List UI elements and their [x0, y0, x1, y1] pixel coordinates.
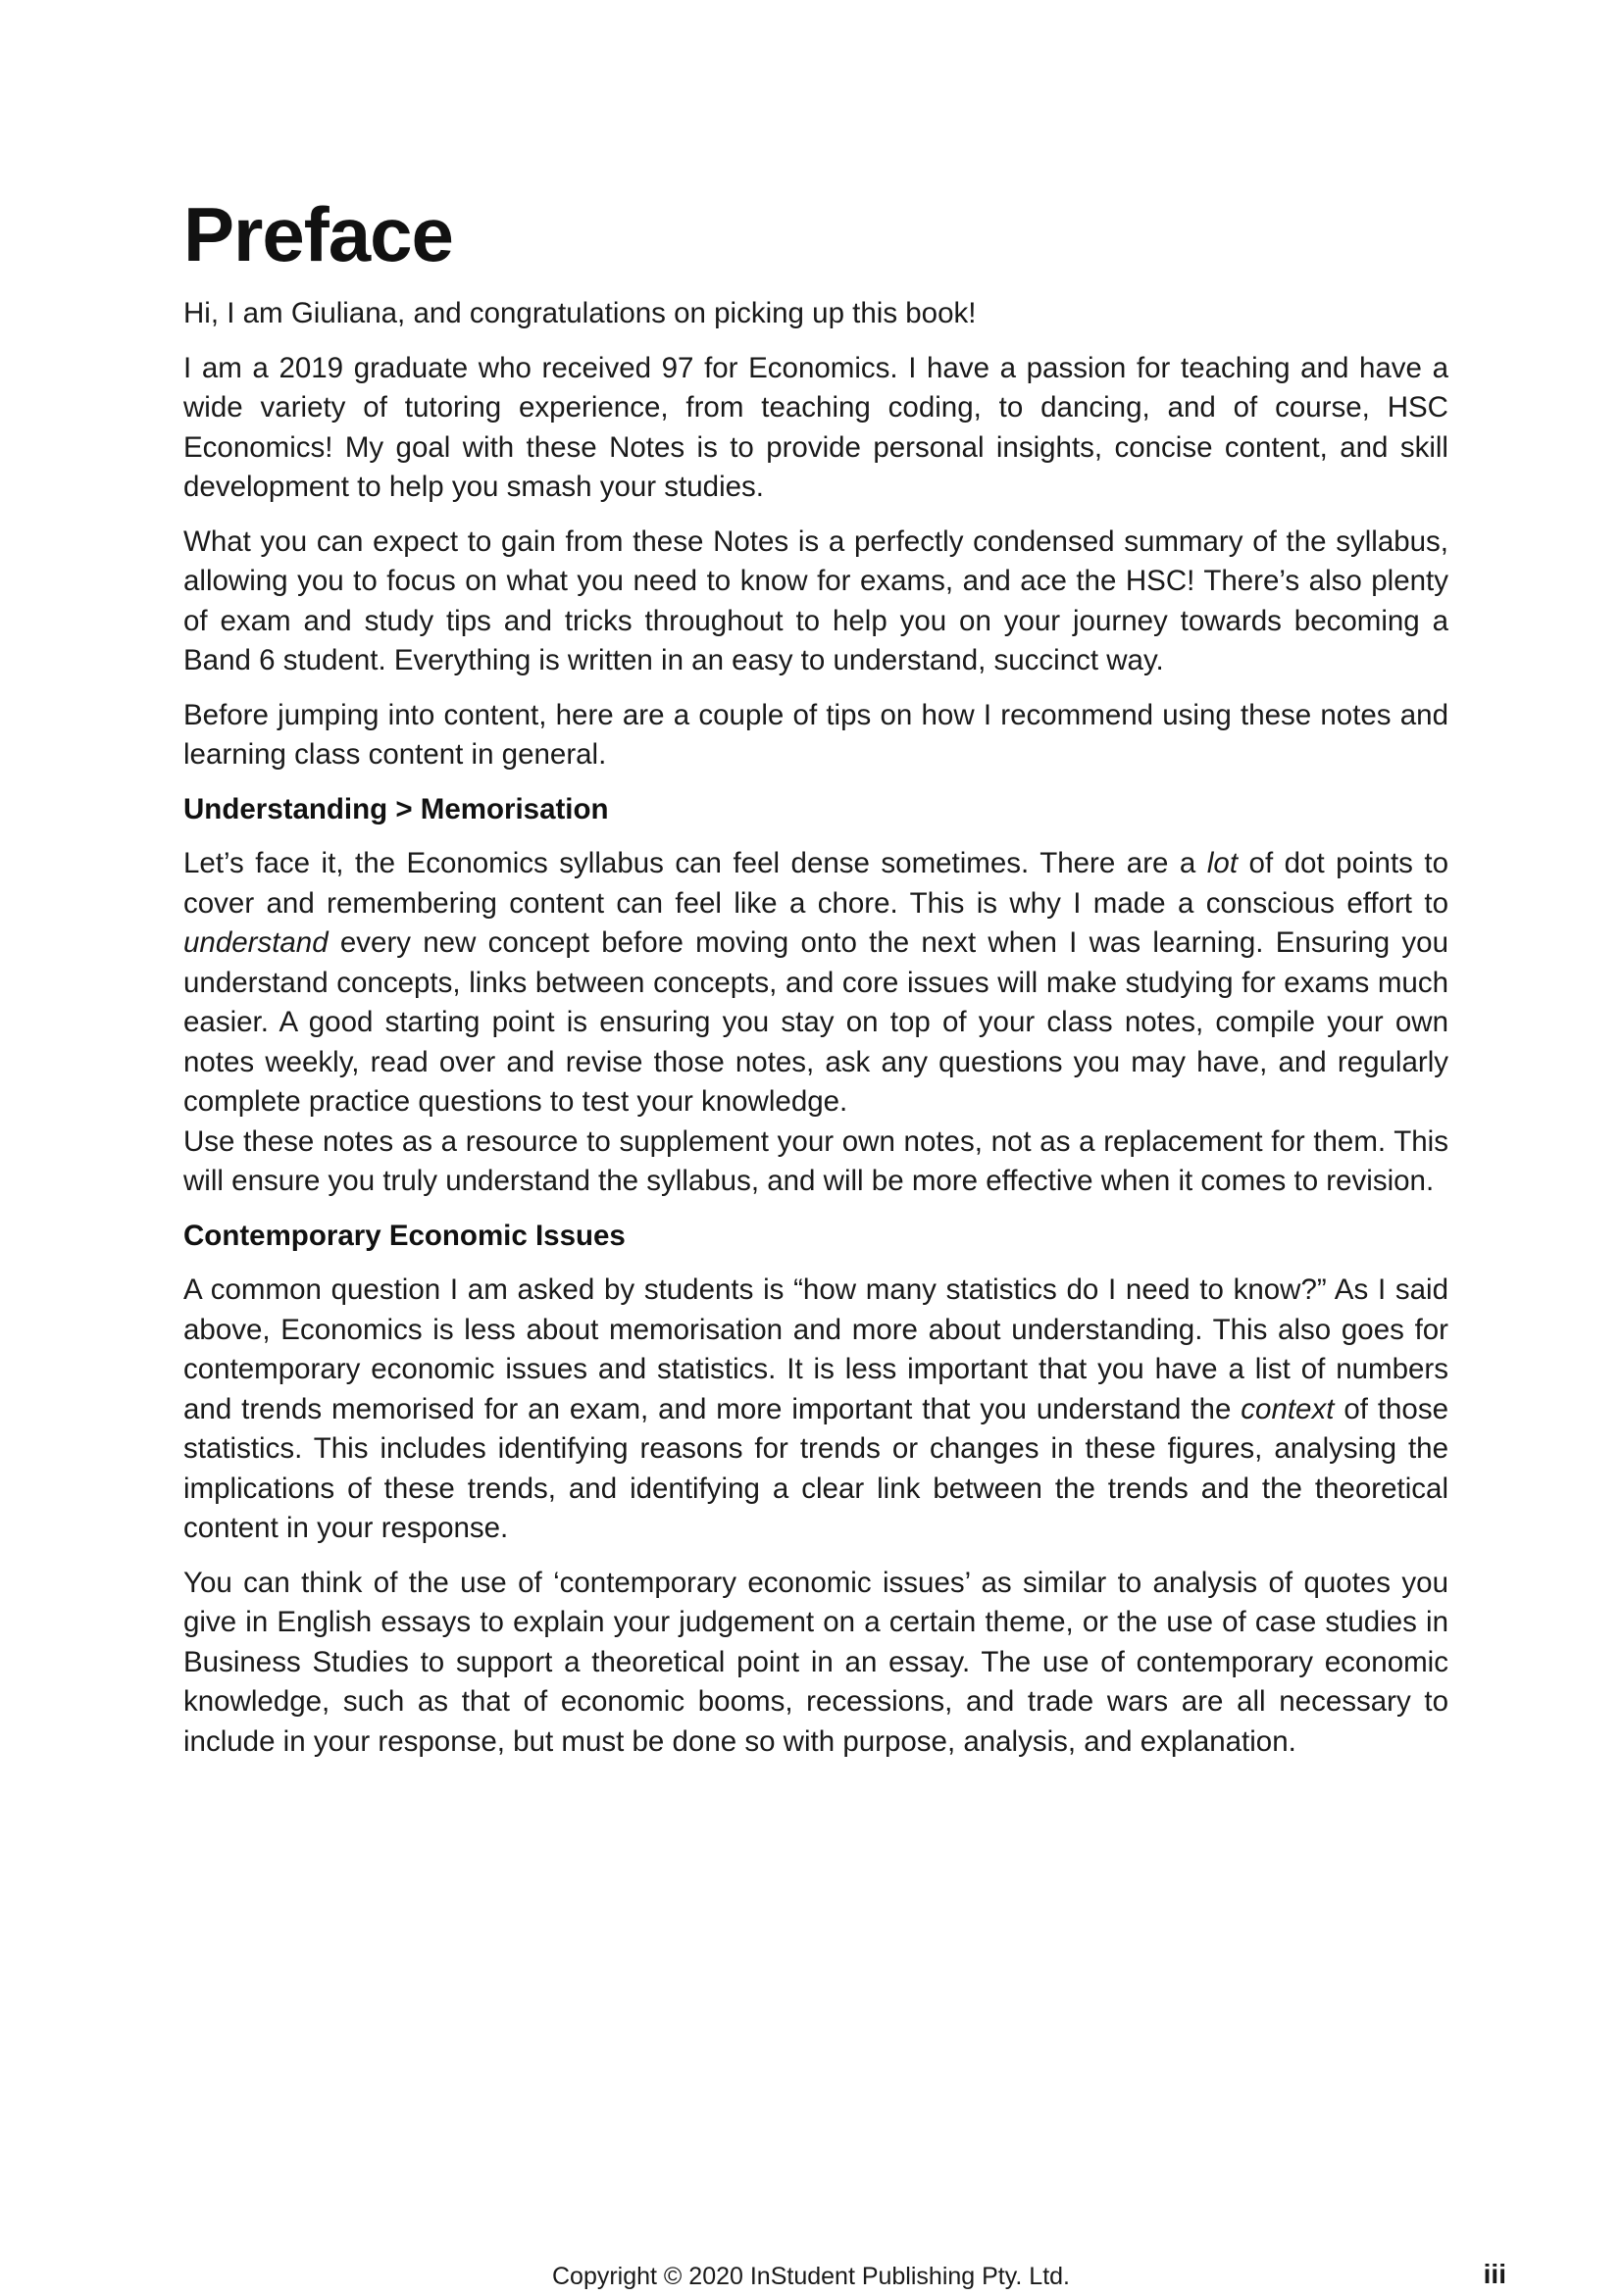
page-title: Preface — [183, 191, 453, 277]
page-content — [183, 191, 1448, 1776]
text-run: Let’s face it, the Economics syllabus can feel dense sometimes. There are a — [183, 847, 1207, 879]
page-number: iii — [1483, 2259, 1506, 2289]
intro-expect: What you can expect to gain from these Notes is a perfectly condensed summary of the syllabus, allowing you to focus on what you need to know for exams, and ace the HSC! There’s also plenty of exam and study tips and tricks throughout to help you on your journey towards becoming a Band 6 student. Everything is written in an easy to understand, succinct way. — [183, 524, 1448, 676]
emphasis-text: lot — [1206, 847, 1239, 879]
text-run: every new concept before moving onto the next when I was learning. Ensuring you understand concepts, links between concepts, and core issues will make studying for exams much easier. A good starting point is ensuring you stay on top of your class notes, compile your own notes weekly, read over and revise those notes, ask any questions you may have, and regularly complete practice questions to test your knowledge. — [183, 926, 1448, 1118]
text-run: of dot points to cover and remembering content can feel like a chore. This is why I made a conscious effort to — [183, 847, 1448, 920]
section-heading-contemporary: Contemporary Economic Issues — [183, 1219, 626, 1252]
section-contemporary-paragraph-1 — [183, 1271, 1448, 1549]
intro-greeting: Hi, I am Giuliana, and congratulations on picking up this book! — [183, 297, 977, 329]
section-understanding-paragraph-1 — [183, 844, 1448, 1123]
intro-tips: Before jumping into content, here are a couple of tips on how I recommend using these notes and learning class content in general. — [183, 698, 1448, 771]
section-heading-understanding: Understanding > Memorisation — [183, 792, 609, 825]
section-contemporary-paragraph-2: You can think of the use of ‘contemporary economic issues’ as similar to analysis of quotes you give in English essays to explain your judgement on a certain theme, or the use of case studies in Business Studies to support a theoretical point in an essay. The use of contemporary economic knowledge, such as that of economic booms, recessions, and trade wars are all necessary to include in your response, but must be done so with purpose, analysis, and explanation. — [183, 1566, 1448, 1758]
emphasis-text: context — [1241, 1392, 1335, 1425]
intro-about: I am a 2019 graduate who received 97 for Economics. I have a passion for teaching and have a wide variety of tutoring experience, from teaching coding, to dancing, and of course, HSC Economics! My goal with these Notes is to provide personal insights, concise content, and skill development to help you smash your studies. — [183, 351, 1448, 503]
section-understanding-paragraph-2: Use these notes as a resource to supplement your own notes, not as a replacement for them. This will ensure you truly understand the syllabus, and will be more effective when it comes to revision. — [183, 1124, 1448, 1197]
emphasis-text: understand — [183, 926, 329, 959]
copyright-notice: Copyright © 2020 InStudent Publishing Pty. Ltd. — [551, 2263, 1070, 2290]
text-run: A common question I am asked by students is “how many statistics do I need to know?” As I said above, Economics is less about memorisation and more about understanding. This also goes for contemporary economic issues and statistics. It is less important that you have a list of numbers and trends memorised for an exam, and more important that you understand the — [183, 1273, 1448, 1425]
page-footer — [0, 2259, 1622, 2296]
text-run: of those statistics. This includes identifying reasons for trends or changes in these figures, analysing the implications of these trends, and identifying a clear link between the trends and the theoretical content in your response. — [183, 1392, 1448, 1544]
